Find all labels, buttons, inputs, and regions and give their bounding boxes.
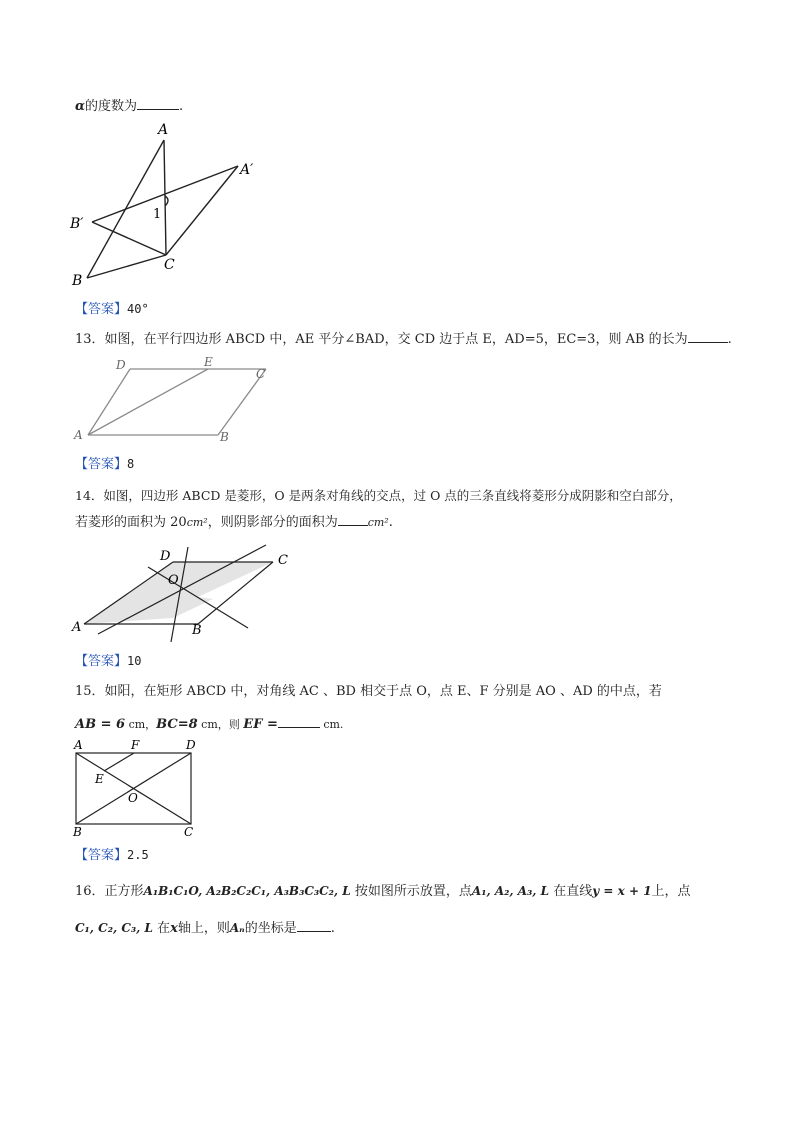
q13-label-E: E — [204, 356, 213, 369]
q15-ef-eq: EF = — [243, 717, 278, 732]
q14-label-D: D — [160, 549, 171, 564]
q16-text-axis: 轴上，则 — [177, 921, 230, 936]
q16-points-a: A₁, A₂, A₃, L — [471, 884, 550, 898]
q14-answer — [75, 652, 141, 671]
q15-bc-eq: BC=8 — [156, 717, 198, 732]
q15-answer — [75, 846, 149, 865]
q14-label-O: O — [168, 573, 179, 588]
q16-blank[interactable] — [297, 918, 331, 932]
q13-side-DA — [88, 369, 130, 435]
q15-unit-1: cm， — [125, 718, 157, 731]
q15-label-A: A — [74, 738, 83, 752]
q12-prompt — [75, 96, 183, 116]
q16-text-c: 按如图所示放置，点 — [354, 884, 472, 899]
q12-segment-AC — [164, 140, 166, 255]
q15-unit-2: cm，则 — [197, 718, 244, 731]
q12-blank[interactable] — [137, 96, 179, 110]
q14-figure — [68, 542, 298, 642]
q14-prompt-line1: 14．如图，四边形 ABCD 是菱形，O 是两条对角线的交点，过 O 点的三条直线将菱形分成阴影和空白部分， — [75, 488, 682, 503]
q12-answer — [75, 300, 149, 319]
q12-answer-value: 40° — [127, 302, 149, 316]
q13-label-A: A — [74, 428, 83, 442]
q15-segment-EF — [104, 753, 134, 771]
q13-segment-AE — [88, 369, 208, 435]
q15-answer-tag: 【答案】 — [75, 848, 128, 863]
q14-prompt-line2 — [75, 512, 393, 532]
q12-figure — [60, 118, 280, 293]
q16-squares: A₁B₁C₁O, A₂B₂C₂C₁, A₃B₃C₃C₂, L — [143, 884, 351, 898]
q13-figure — [68, 356, 278, 448]
q15-label-E: E — [95, 772, 104, 786]
q16-period: . — [330, 921, 335, 936]
q12-alpha: α — [75, 99, 86, 114]
q15-unit-3: cm. — [319, 718, 344, 731]
q15-blank[interactable] — [278, 714, 320, 728]
q15-figure — [68, 738, 203, 840]
q16-text-in: 在 — [157, 921, 171, 936]
q13-prompt — [75, 329, 732, 349]
q14-line-1 — [98, 545, 266, 634]
q14-text-a: 若菱形的面积为 20 — [75, 515, 187, 530]
q14-answer-tag: 【答案】 — [75, 654, 128, 669]
q14-unit-2: cm² — [367, 516, 389, 529]
q13-label-D: D — [116, 358, 126, 372]
q16-text-g: 上，点 — [651, 884, 691, 899]
q13-answer — [75, 455, 134, 474]
q15-prompt-line1: 15．如阳，在矩形 ABCD 中，对角线 AC 、BD 相交于点 O，点 E、F 分别是 AO 、AD 的中点，若 — [75, 684, 662, 699]
q13-blank[interactable] — [688, 329, 728, 343]
q16-text-coord: 的坐标是 — [244, 921, 297, 936]
q14-label-B: B — [192, 623, 202, 638]
q13-label-C: C — [256, 367, 266, 381]
q15-label-B: B — [73, 825, 82, 839]
q16-text-e: 在直线 — [553, 884, 593, 899]
q13-answer-value: 8 — [127, 457, 135, 471]
q15-label-C: C — [184, 825, 194, 839]
q14-text-b: ，则阴影部分的面积为 — [207, 515, 338, 530]
q16-line-eq: y = x + 1 — [592, 884, 652, 898]
q14-answer-value: 10 — [127, 654, 142, 668]
q14-blank[interactable] — [338, 512, 368, 526]
q16-prompt-line1 — [75, 882, 691, 901]
q15-ab-eq: AB = 6 — [75, 717, 126, 732]
q13-period: . — [727, 332, 732, 347]
q16-x-var: x — [170, 921, 178, 936]
q16-points-c: C₁, C₂, C₃, L — [75, 921, 153, 935]
q13-text: 13．如图，在平行四边形 ABCD 中，AE 平分∠BAD，交 CD 边于点 E，AD=5，EC=3，则 AB 的长为 — [75, 332, 688, 347]
q15-label-O: O — [128, 791, 138, 805]
q12-label-A: A — [158, 122, 169, 138]
q14-unit-1: cm² — [186, 516, 208, 529]
q16-text-a: 16．正方形 — [75, 884, 144, 899]
q13-answer-tag: 【答案】 — [75, 457, 128, 472]
q14-period: . — [388, 515, 393, 530]
q14-label-C: C — [278, 553, 288, 568]
q12-period: . — [179, 99, 184, 114]
q14-label-A: A — [72, 620, 82, 635]
q12-label-1: 1 — [153, 207, 162, 222]
q12-label-C: C — [164, 257, 175, 273]
q12-label-Bprime: B′ — [70, 216, 84, 232]
q12-answer-tag: 【答案】 — [75, 302, 128, 317]
q12-label-Aprime: A′ — [240, 162, 254, 178]
q15-answer-value: 2.5 — [127, 848, 149, 862]
q16-prompt-line2 — [75, 918, 335, 938]
q13-label-B: B — [220, 430, 229, 444]
q12-text: 的度数为 — [85, 99, 138, 114]
q12-segment-BC — [87, 255, 166, 278]
q15-label-D: D — [186, 738, 196, 752]
q12-label-B: B — [72, 273, 83, 289]
q16-an: Aₙ — [229, 921, 245, 935]
q15-prompt-line2 — [75, 714, 343, 734]
q15-label-F: F — [131, 738, 140, 752]
